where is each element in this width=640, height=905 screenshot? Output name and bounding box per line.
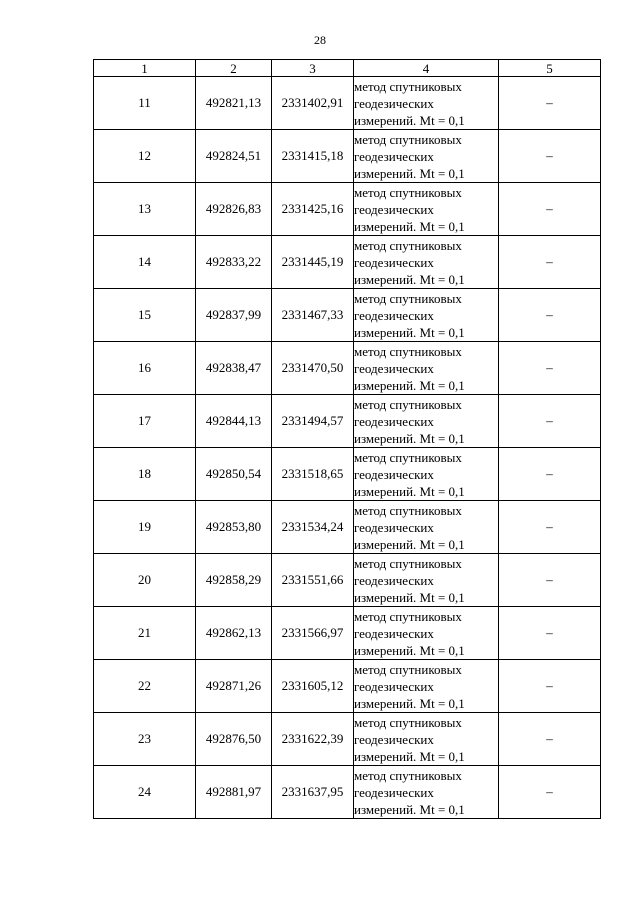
x-coordinate-cell: 492858,29: [196, 554, 272, 607]
column-header-4: 4: [354, 60, 499, 77]
note-cell: –: [499, 342, 601, 395]
y-coordinate-cell: 2331415,18: [272, 130, 354, 183]
method-line: измерений. Mt = 0,1: [354, 589, 465, 605]
method-cell: [354, 342, 499, 395]
note-cell: –: [499, 77, 601, 130]
note-cell: –: [499, 448, 601, 501]
method-line: метод спутниковых: [354, 237, 462, 253]
x-coordinate-cell: 492833,22: [196, 236, 272, 289]
method-cell: [354, 448, 499, 501]
method-cell: [354, 395, 499, 448]
method-line: метод спутниковых: [354, 502, 462, 518]
method-line: метод спутниковых: [354, 290, 462, 306]
method-line: геодезических: [354, 784, 434, 800]
x-coordinate-cell: 492821,13: [196, 77, 272, 130]
method-line: геодезических: [354, 519, 434, 535]
note-cell: –: [499, 395, 601, 448]
method-cell: [354, 554, 499, 607]
note-cell: –: [499, 660, 601, 713]
table-row: [94, 236, 601, 289]
method-line: метод спутниковых: [354, 184, 462, 200]
note-cell: –: [499, 183, 601, 236]
y-coordinate-cell: 2331470,50: [272, 342, 354, 395]
note-cell: –: [499, 554, 601, 607]
point-number-cell: 19: [94, 501, 196, 554]
point-number-cell: 22: [94, 660, 196, 713]
method-line: метод спутниковых: [354, 131, 462, 147]
method-cell: [354, 501, 499, 554]
method-cell: [354, 289, 499, 342]
table-body: [94, 77, 601, 819]
method-line: измерений. Mt = 0,1: [354, 271, 465, 287]
x-coordinate-cell: 492837,99: [196, 289, 272, 342]
x-coordinate-cell: 492824,51: [196, 130, 272, 183]
point-number-cell: 15: [94, 289, 196, 342]
method-line: геодезических: [354, 572, 434, 588]
y-coordinate-cell: 2331494,57: [272, 395, 354, 448]
method-line: метод спутниковых: [354, 767, 462, 783]
method-line: метод спутниковых: [354, 343, 462, 359]
column-header-5: 5: [499, 60, 601, 77]
note-cell: –: [499, 501, 601, 554]
point-number-cell: 18: [94, 448, 196, 501]
x-coordinate-cell: 492826,83: [196, 183, 272, 236]
method-line: геодезических: [354, 148, 434, 164]
y-coordinate-cell: 2331622,39: [272, 713, 354, 766]
method-cell: [354, 766, 499, 819]
method-line: метод спутниковых: [354, 449, 462, 465]
method-line: геодезических: [354, 201, 434, 217]
y-coordinate-cell: 2331445,19: [272, 236, 354, 289]
point-number-cell: 20: [94, 554, 196, 607]
x-coordinate-cell: 492862,13: [196, 607, 272, 660]
point-number-cell: 11: [94, 77, 196, 130]
method-line: метод спутниковых: [354, 78, 462, 94]
note-cell: –: [499, 713, 601, 766]
method-line: метод спутниковых: [354, 661, 462, 677]
note-cell: –: [499, 130, 601, 183]
method-line: измерений. Mt = 0,1: [354, 801, 465, 817]
x-coordinate-cell: 492871,26: [196, 660, 272, 713]
method-line: измерений. Mt = 0,1: [354, 748, 465, 764]
point-number-cell: 16: [94, 342, 196, 395]
x-coordinate-cell: 492844,13: [196, 395, 272, 448]
y-coordinate-cell: 2331605,12: [272, 660, 354, 713]
y-coordinate-cell: 2331467,33: [272, 289, 354, 342]
method-line: метод спутниковых: [354, 714, 462, 730]
method-line: измерений. Mt = 0,1: [354, 165, 465, 181]
table-row: [94, 660, 601, 713]
method-line: измерений. Mt = 0,1: [354, 642, 465, 658]
point-number-cell: 23: [94, 713, 196, 766]
note-cell: –: [499, 766, 601, 819]
method-cell: [354, 77, 499, 130]
method-cell: [354, 660, 499, 713]
table-row: [94, 289, 601, 342]
table-row: [94, 554, 601, 607]
column-header-1: 1: [94, 60, 196, 77]
y-coordinate-cell: 2331425,16: [272, 183, 354, 236]
table-header-row: [94, 60, 601, 77]
method-line: геодезических: [354, 360, 434, 376]
table-row: [94, 130, 601, 183]
method-line: измерений. Mt = 0,1: [354, 324, 465, 340]
page-number: 28: [314, 33, 326, 47]
point-number-cell: 14: [94, 236, 196, 289]
table-row: [94, 183, 601, 236]
method-line: геодезических: [354, 413, 434, 429]
y-coordinate-cell: 2331551,66: [272, 554, 354, 607]
point-number-cell: 17: [94, 395, 196, 448]
method-line: геодезических: [354, 466, 434, 482]
method-cell: [354, 130, 499, 183]
y-coordinate-cell: 2331534,24: [272, 501, 354, 554]
method-cell: [354, 713, 499, 766]
method-cell: [354, 236, 499, 289]
table-row: [94, 713, 601, 766]
y-coordinate-cell: 2331566,97: [272, 607, 354, 660]
method-line: геодезических: [354, 95, 434, 111]
point-number-cell: 13: [94, 183, 196, 236]
method-line: геодезических: [354, 678, 434, 694]
method-line: метод спутниковых: [354, 555, 462, 571]
method-line: измерений. Mt = 0,1: [354, 483, 465, 499]
table-row: [94, 342, 601, 395]
x-coordinate-cell: 492876,50: [196, 713, 272, 766]
method-line: геодезических: [354, 625, 434, 641]
point-number-cell: 24: [94, 766, 196, 819]
x-coordinate-cell: 492853,80: [196, 501, 272, 554]
column-header-3: 3: [272, 60, 354, 77]
table-row: [94, 766, 601, 819]
method-line: измерений. Mt = 0,1: [354, 377, 465, 393]
note-cell: –: [499, 236, 601, 289]
note-cell: –: [499, 607, 601, 660]
method-cell: [354, 607, 499, 660]
x-coordinate-cell: 492850,54: [196, 448, 272, 501]
method-line: метод спутниковых: [354, 608, 462, 624]
method-line: геодезических: [354, 307, 434, 323]
point-number-cell: 21: [94, 607, 196, 660]
x-coordinate-cell: 492881,97: [196, 766, 272, 819]
note-cell: –: [499, 289, 601, 342]
x-coordinate-cell: 492838,47: [196, 342, 272, 395]
table-row: [94, 395, 601, 448]
method-line: измерений. Mt = 0,1: [354, 536, 465, 552]
y-coordinate-cell: 2331518,65: [272, 448, 354, 501]
y-coordinate-cell: 2331402,91: [272, 77, 354, 130]
column-header-2: 2: [196, 60, 272, 77]
table-row: [94, 77, 601, 130]
table-row: [94, 501, 601, 554]
coordinates-table: [93, 59, 601, 819]
method-line: измерений. Mt = 0,1: [354, 430, 465, 446]
method-line: геодезических: [354, 254, 434, 270]
method-line: измерений. Mt = 0,1: [354, 112, 465, 128]
table-row: [94, 448, 601, 501]
method-cell: [354, 183, 499, 236]
table-row: [94, 607, 601, 660]
y-coordinate-cell: 2331637,95: [272, 766, 354, 819]
method-line: геодезических: [354, 731, 434, 747]
method-line: измерений. Mt = 0,1: [354, 695, 465, 711]
point-number-cell: 12: [94, 130, 196, 183]
method-line: измерений. Mt = 0,1: [354, 218, 465, 234]
method-line: метод спутниковых: [354, 396, 462, 412]
